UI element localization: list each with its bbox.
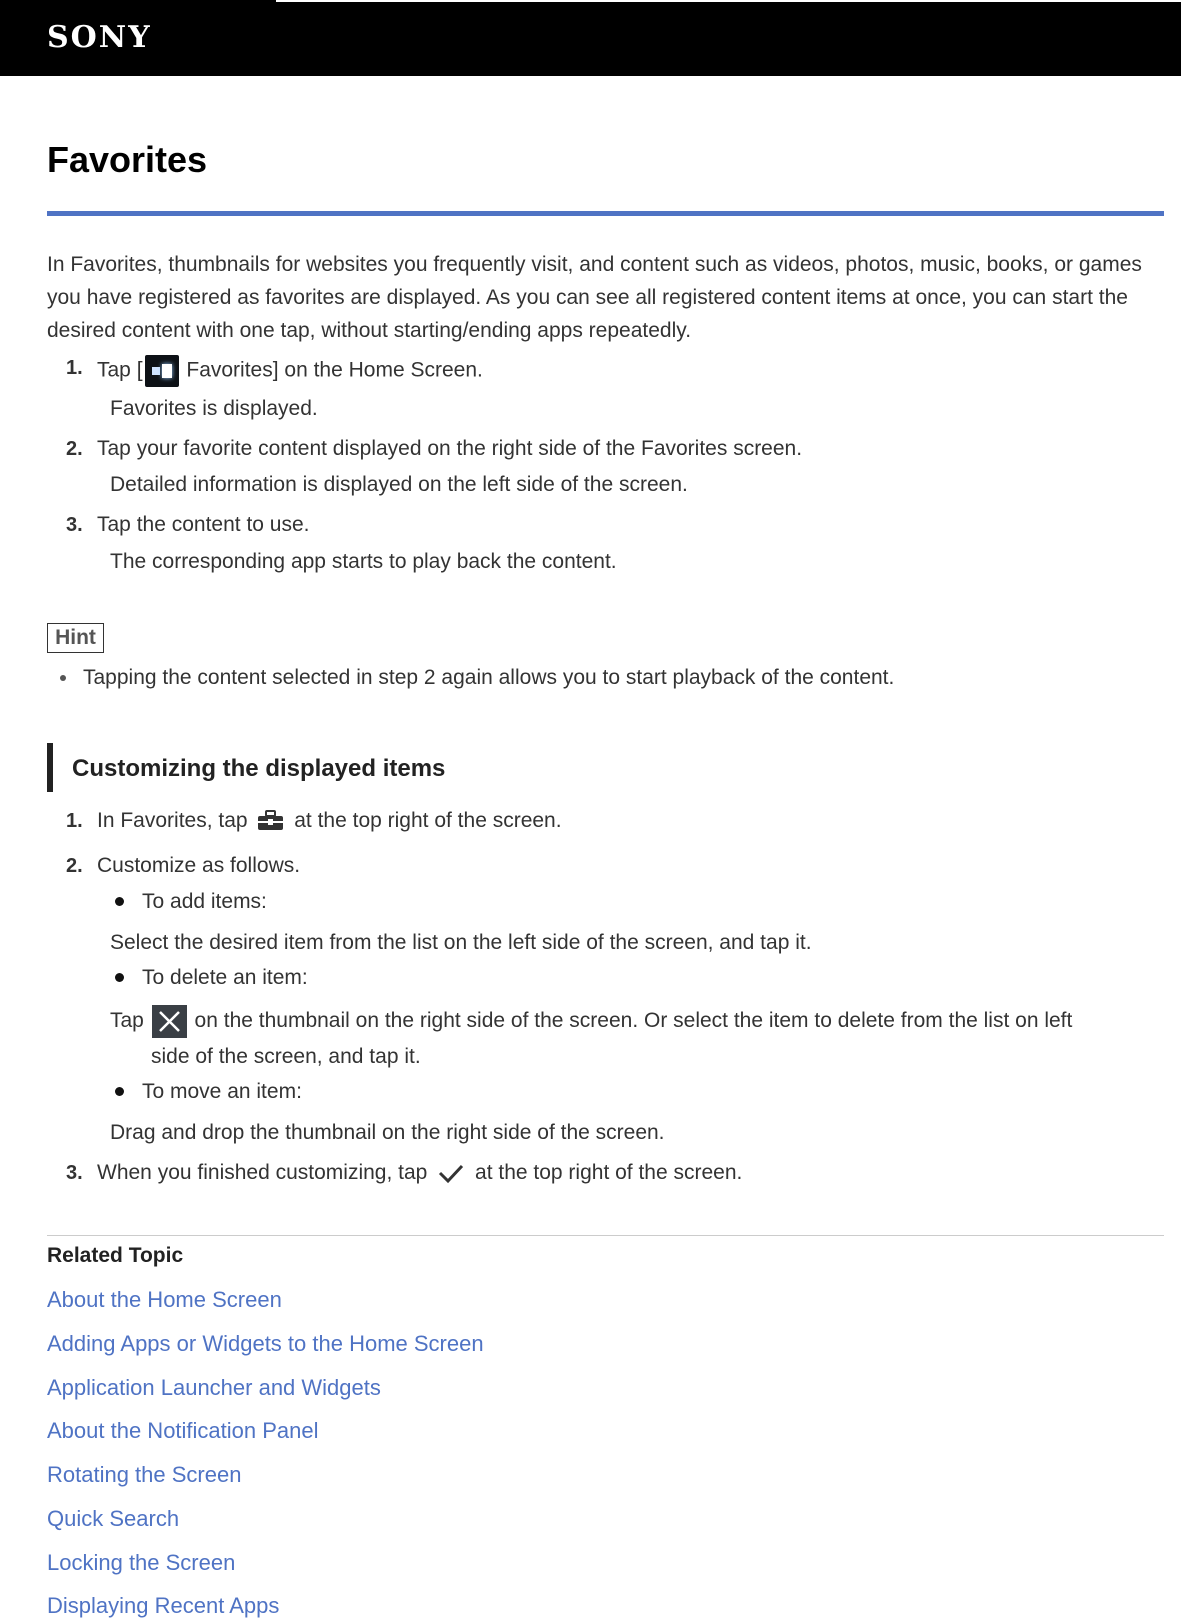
header-bar (0, 0, 1181, 76)
title-divider (47, 211, 1164, 216)
related-link[interactable]: Locking the Screen (47, 1550, 236, 1575)
step-text (97, 808, 562, 834)
section-heading: Customizing the displayed items (72, 755, 446, 782)
step-text: Tap your favorite content displayed on the right side of the Favorites screen. (97, 437, 803, 460)
bullet-icon (115, 973, 124, 982)
bullet-icon (115, 897, 124, 906)
related-link[interactable]: About the Home Screen (47, 1287, 282, 1312)
related-link[interactable]: Application Launcher and Widgets (47, 1375, 381, 1400)
subitem-desc: Drag and drop the thumbnail on the right side of the screen. (110, 1121, 665, 1144)
step-number: 2. (66, 855, 83, 877)
step-text-before: Tap [ (97, 358, 143, 382)
step-text-after: Favorites] on the Home Screen. (180, 358, 483, 382)
step-number: 3. (66, 514, 83, 536)
checkmark-icon (437, 1161, 465, 1185)
hint-label: Hint (47, 623, 104, 653)
step-text: Customize as follows. (97, 854, 301, 877)
related-link[interactable]: Adding Apps or Widgets to the Home Screen (47, 1331, 484, 1356)
subitem-label: To delete an item: (142, 966, 308, 989)
related-link[interactable]: Quick Search (47, 1506, 180, 1531)
step-number: 1. (66, 357, 83, 379)
subitem-desc-after: on the thumbnail on the right side of the screen. Or select the item to delete from the list on left (188, 1009, 1073, 1033)
subitem-desc (110, 1005, 1072, 1038)
section-heading-bar (47, 743, 53, 792)
step-text (97, 1160, 742, 1186)
step-number: 2. (66, 438, 83, 460)
step-text: Tap the content to use. (97, 513, 310, 536)
step-result: Detailed information is displayed on the left side of the screen. (110, 473, 688, 496)
section-divider (47, 1235, 1164, 1236)
subitem-desc: Select the desired item from the list on the left side of the screen, and tap it. (110, 931, 812, 954)
subitem-desc-continued: side of the screen, and tap it. (151, 1045, 421, 1068)
subitem-desc-before: Tap (110, 1009, 150, 1033)
intro-paragraph: In Favorites, thumbnails for websites you frequently visit, and content such as videos, photos, music, books, or games you have registered as favorites are displayed. As you can see all registered content items at once, you can start the desired content with one tap, without starting/ending apps repeatedly. (47, 253, 1142, 342)
close-icon (152, 1005, 187, 1038)
related-link[interactable]: Displaying Recent Apps (47, 1593, 280, 1618)
related-link[interactable]: Rotating the Screen (47, 1462, 242, 1487)
favorites-app-icon (145, 355, 179, 387)
related-link[interactable]: About the Notification Panel (47, 1418, 319, 1443)
hint-text: Tapping the content selected in step 2 again allows you to start playback of the content. (83, 666, 895, 689)
step-number: 1. (66, 810, 83, 832)
sony-logo[interactable]: SONY (47, 20, 152, 55)
step-text (97, 355, 483, 387)
page-title: Favorites (47, 139, 208, 180)
bullet-icon (60, 675, 66, 681)
step-number: 3. (66, 1162, 83, 1184)
bullet-icon (115, 1087, 124, 1096)
subitem-label: To add items: (142, 890, 267, 913)
step-result: The corresponding app starts to play back the content. (110, 550, 617, 573)
step-text-before: When you finished customizing, tap (97, 1161, 434, 1184)
subitem-label: To move an item: (142, 1080, 302, 1103)
step-result: Favorites is displayed. (110, 397, 318, 420)
header-top-line (276, 0, 1181, 2)
related-topic-title: Related Topic (47, 1244, 184, 1267)
step-text-after: at the top right of the screen. (469, 1161, 743, 1184)
step-text-before: In Favorites, tap (97, 809, 254, 832)
step-text-after: at the top right of the screen. (288, 809, 562, 832)
toolbox-icon (257, 810, 284, 832)
